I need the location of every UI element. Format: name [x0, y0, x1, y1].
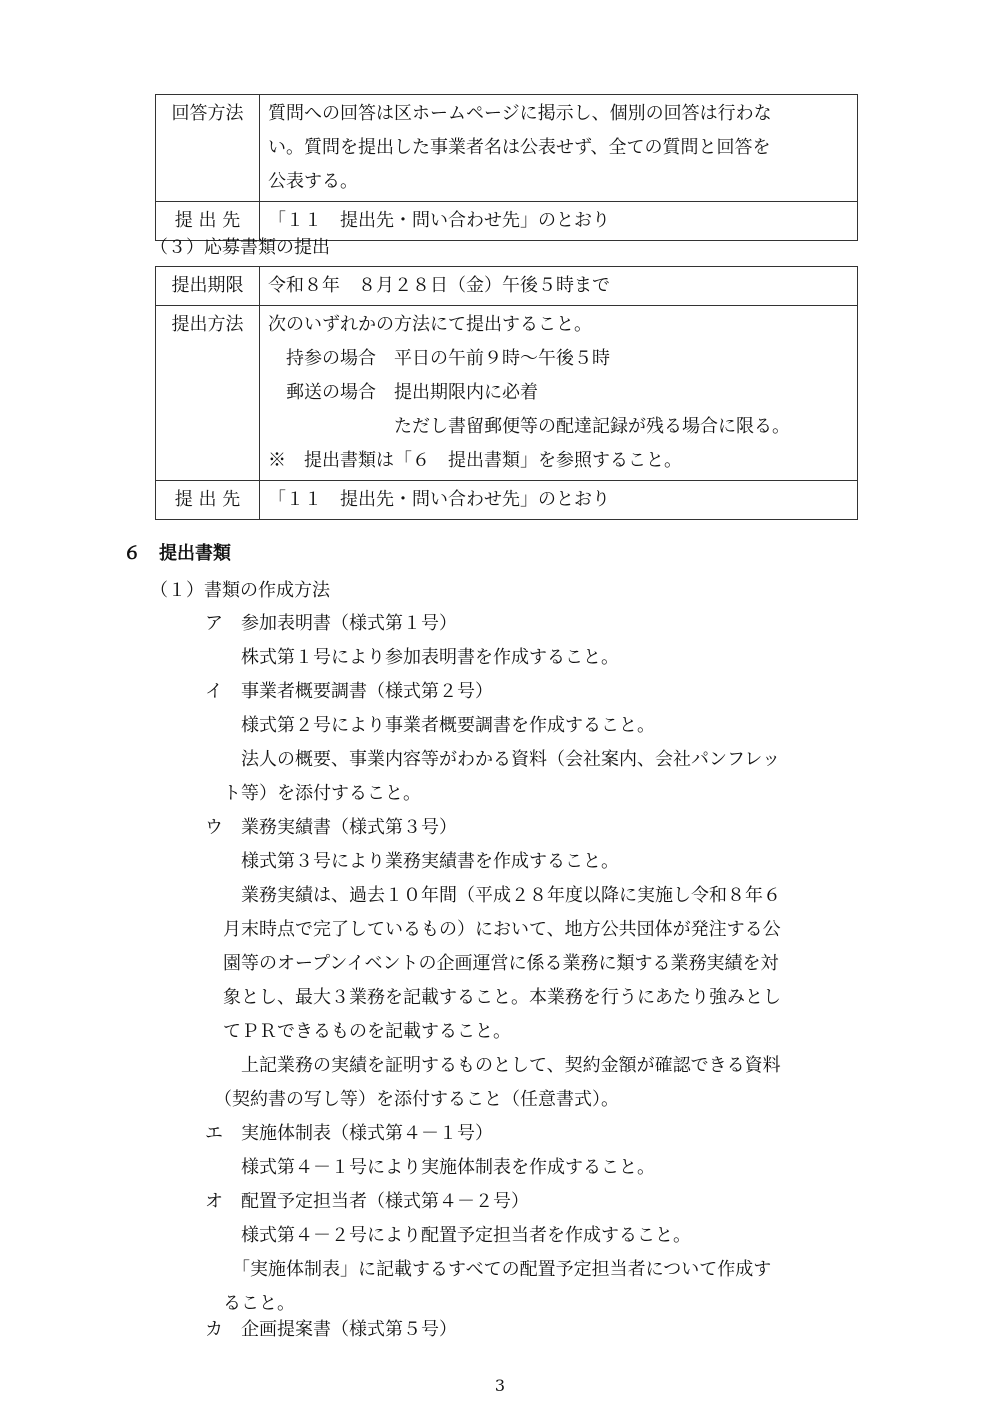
content-line: 次のいずれかの方法にて提出すること。 — [268, 314, 592, 335]
body-line: ア 参加表明書（様式第１号） — [205, 613, 457, 634]
body-line: 象とし、最大３業務を記載すること。本業務を行うにあたり強みとし — [205, 987, 781, 1008]
row-label: 提 出 先 — [156, 481, 260, 520]
body-line: エ 実施体制表（様式第４－１号） — [205, 1123, 493, 1144]
content-line: ただし書留郵便等の配達記録が残る場合に限る。 — [268, 416, 790, 437]
content-line: 質問への回答は区ホームページに掲示し、個別の回答は行わな — [268, 103, 772, 124]
content-line: 持参の場合 平日の午前９時～午後５時 — [268, 348, 610, 369]
content-line: 「１１ 提出先・問い合わせ先」のとおり — [268, 489, 610, 510]
body-line: ト等）を添付すること。 — [205, 783, 421, 804]
inquiry-answer-table — [155, 94, 858, 241]
table-row — [156, 95, 858, 202]
subsection-title: （３）応募書類の提出 — [150, 237, 330, 258]
body-line: ること。 — [205, 1293, 295, 1314]
row-label: 提出方法 — [156, 306, 260, 481]
table-row — [156, 306, 858, 481]
row-label: 提 出 先 — [156, 202, 260, 241]
row-content — [260, 306, 858, 481]
body-line: 様式第４－１号により実施体制表を作成すること。 — [205, 1157, 655, 1178]
subsection-title: （１）書類の作成方法 — [150, 580, 330, 601]
content-line: 公表する。 — [268, 171, 358, 192]
content-line: 郵送の場合 提出期限内に必着 — [268, 382, 538, 403]
row-content — [260, 202, 858, 241]
table-row — [156, 481, 858, 520]
body-line: （契約書の写し等）を添付すること（任意書式）。 — [205, 1089, 619, 1110]
row-content — [260, 95, 858, 202]
body-line: オ 配置予定担当者（様式第４－２号） — [205, 1191, 529, 1212]
row-content — [260, 267, 858, 306]
submission-table — [155, 266, 858, 520]
body-line: 様式第４－２号により配置予定担当者を作成すること。 — [205, 1225, 691, 1246]
body-line: 業務実績は、過去１０年間（平成２８年度以降に実施し令和８年６ — [205, 885, 781, 906]
row-content — [260, 481, 858, 520]
body-line: ウ 業務実績書（様式第３号） — [205, 817, 457, 838]
body-line: イ 事業者概要調書（様式第２号） — [205, 681, 493, 702]
row-label: 回答方法 — [156, 95, 260, 202]
row-label: 提出期限 — [156, 267, 260, 306]
content-line: 令和８年 ８月２８日（金）午後５時まで — [268, 275, 610, 296]
body-line: 「実施体制表」に記載するすべての配置予定担当者について作成す — [205, 1259, 772, 1280]
content-line: ※ 提出書類は「６ 提出書類」を参照すること。 — [268, 450, 682, 471]
body-line: 様式第２号により事業者概要調書を作成すること。 — [205, 715, 655, 736]
section-heading: ６ 提出書類 — [123, 543, 231, 564]
content-line: い。質問を提出した事業者名は公表せず、全ての質問と回答を — [268, 137, 771, 158]
body-line: 上記業務の実績を証明するものとして、契約金額が確認できる資料 — [205, 1055, 781, 1076]
body-line: 法人の概要、事業内容等がわかる資料（会社案内、会社パンフレッ — [205, 749, 781, 770]
body-line: 月末時点で完了しているもの）において、地方公共団体が発注する公 — [205, 919, 781, 940]
body-line: カ 企画提案書（様式第５号） — [205, 1319, 457, 1340]
body-line: 園等のオープンイベントの企画運営に係る業務に類する業務実績を対 — [205, 953, 779, 974]
body-line: てＰＲできるものを記載すること。 — [205, 1021, 511, 1042]
page-number: 3 — [494, 1376, 506, 1395]
body-line: 様式第３号により業務実績書を作成すること。 — [205, 851, 619, 872]
table-row — [156, 267, 858, 306]
body-line: 株式第１号により参加表明書を作成すること。 — [205, 647, 619, 668]
content-line: 「１１ 提出先・問い合わせ先」のとおり — [268, 210, 610, 231]
